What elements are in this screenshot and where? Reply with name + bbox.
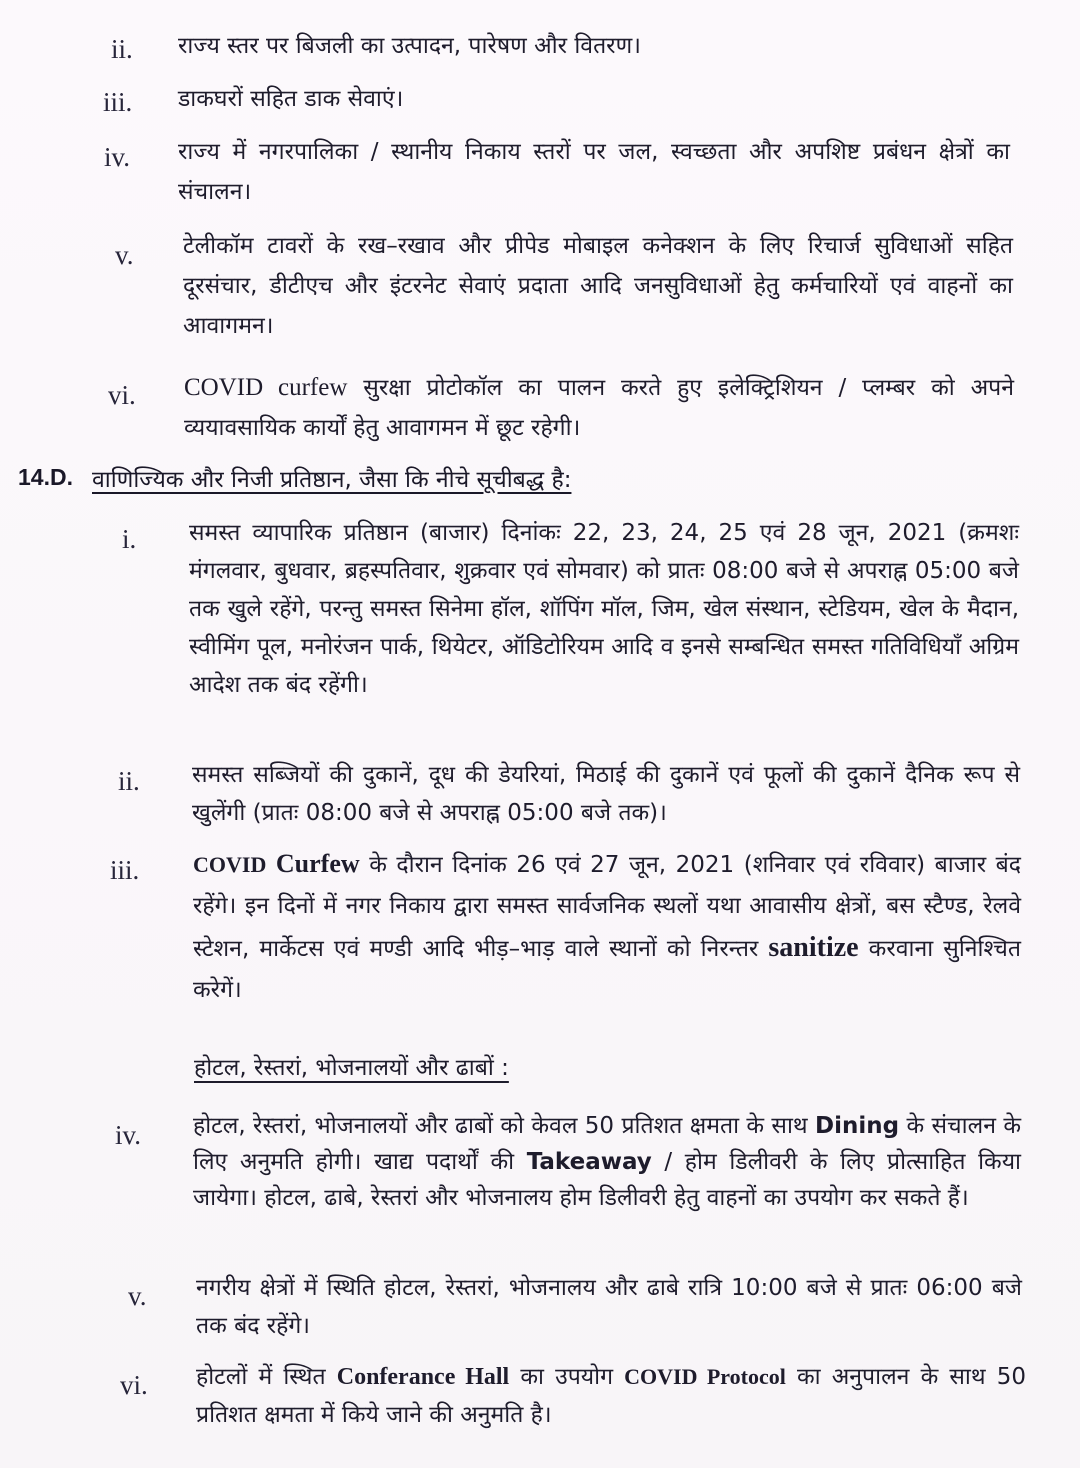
section-title: वाणिज्यिक और निजी प्रतिष्ठान, जैसा कि नीचे सूचीबद्ध है: <box>92 467 572 493</box>
item-text: समस्त व्यापारिक प्रतिष्ठान (बाजार) दिनांकः 22, 23, 24, 25 एवं 28 जून, 2021 (क्रमशः मंगलवार, बुधवार, ब्रहस्पतिवार, शुक्रवार एवं सोमवार) को प्रातः 08:00 बजे से अपराह्न 05:00 बजे तक खुले रहेंगे, परन्तु समस्त सिनेमा हॉल, शॉपिंग मॉल, जिम, खेल संस्थान, स्टेडियम, खेल के मैदान, स्वीमिंग पूल, मनोरंजन पार्क, थियेटर, ऑडिटोरियम आदि व इनसे सम्बन्धित समस्त गतिविधियाँ अग्रिम आदेश तक बंद रहेंगी। <box>189 520 1019 698</box>
item-text-end: / होम डिलीवरी के लिए प्रोत्साहित किया जायेगा। होटल, ढाबे, रेस्तरां और भोजनालय होम डिलीवरी हेतु वाहनों का उपयोग कर सकते हैं। <box>193 1149 1021 1211</box>
item-text-rest: सुरक्षा प्रोटोकॉल का पालन करते हुए इलेक्ट्रिशियन / प्लम्बर को अपने व्ययावसायिक कार्यों हेतु आवागमन में छूट रहेगी। <box>184 375 1014 441</box>
item-text <box>193 1108 1021 1216</box>
section-number: 14.D. <box>18 464 73 490</box>
item-text-end: करवाना सुनिश्चित करेगें। <box>193 936 1021 1003</box>
item-number: iii. <box>103 87 133 117</box>
item-number: ii. <box>118 766 140 796</box>
covid-text: COVID <box>193 852 267 877</box>
item-number: ii. <box>111 34 133 64</box>
sanitize-text: sanitize <box>768 932 859 963</box>
item-text: राज्य स्तर पर बिजली का उत्पादन, पारेषण और वितरण। <box>178 33 641 59</box>
curfew-text: Curfew <box>275 849 360 878</box>
item-number: v. <box>115 240 134 270</box>
item-number: i. <box>122 524 137 554</box>
item-text: समस्त सब्जियों की दुकानें, दूध की डेयरियां, मिठाई की दुकानें एवं फूलों की दुकानें दैनिक रूप से खुलेंगी (प्रातः 08:00 बजे से अपराह्न 05:00 बजे तक)। <box>192 762 1020 826</box>
item-number: vi. <box>108 380 136 410</box>
item-number: v. <box>128 1281 147 1311</box>
covid-protocol-text: COVID Protocol <box>624 1364 786 1389</box>
item-number: iv. <box>115 1120 141 1150</box>
sub-heading: होटल, रेस्तरां, भोजनालयों और ढाबों : <box>194 1055 509 1081</box>
item-text: टेलीकॉम टावरों के रख–रखाव और प्रीपेड मोबाइल कनेक्शन के लिए रिचार्ज सुविधाओं सहित दूरसंचार, डीटीएच और इंटरनेट सेवाएं प्रदाता आदि जनसुविधाओं हेतु कर्मचारियों एवं वाहनों का आवागमन। <box>183 233 1013 339</box>
item-text <box>196 1358 1026 1434</box>
item-text <box>193 843 1021 1011</box>
dining-text: Dining <box>815 1113 900 1139</box>
item-text-start: होटल, रेस्तरां, भोजनालयों और ढाबों को केवल 50 प्रतिशत क्षमता के साथ <box>193 1113 816 1139</box>
item-text-middle: का उपयोग <box>509 1364 625 1390</box>
conference-hall-text: Conferance Hall <box>336 1364 510 1390</box>
item-text: राज्य में नगरपालिका / स्थानीय निकाय स्तरों पर जल, स्वच्छता और अपशिष्ट प्रबंधन क्षेत्रों का संचालन। <box>178 139 1010 205</box>
item-text-start: होटलों में स्थित <box>196 1364 337 1390</box>
item-text-end: का अनुपालन के साथ 50 प्रतिशत क्षमता में किये जाने की अनुमति है। <box>196 1364 1026 1428</box>
covid-curfew-text: COVID curfew <box>184 374 348 401</box>
item-number: vi. <box>120 1370 148 1400</box>
item-text: डाकघरों सहित डाक सेवाएं। <box>178 86 404 112</box>
item-text <box>184 368 1014 448</box>
item-text: नगरीय क्षेत्रों में स्थिति होटल, रेस्तरां, भोजनालय और ढाबे रात्रि 10:00 बजे से प्रातः 06:00 बजे तक बंद रहेंगे। <box>196 1275 1022 1339</box>
item-number: iii. <box>110 855 140 885</box>
item-text-body: के दौरान दिनांक 26 एवं 27 जून, 2021 (शनिवार एवं रविवार) बाजार बंद रहेंगे। इन दिनों में नगर निकाय द्वारा समस्त सार्वजनिक स्थलों यथा आवासीय क्षेत्रों, बस स्टैण्ड, रेलवे स्टेशन, मार्केटस एवं मण्डी आदि भीड़–भाड़ वाले स्थानों को निरन्तर <box>193 852 1022 962</box>
takeaway-text: Takeaway <box>526 1149 652 1175</box>
item-text-middle: के संचालन के लिए अनुमति होगी। खाद्य पदार्थों की <box>193 1113 1022 1175</box>
item-number: iv. <box>104 142 130 172</box>
